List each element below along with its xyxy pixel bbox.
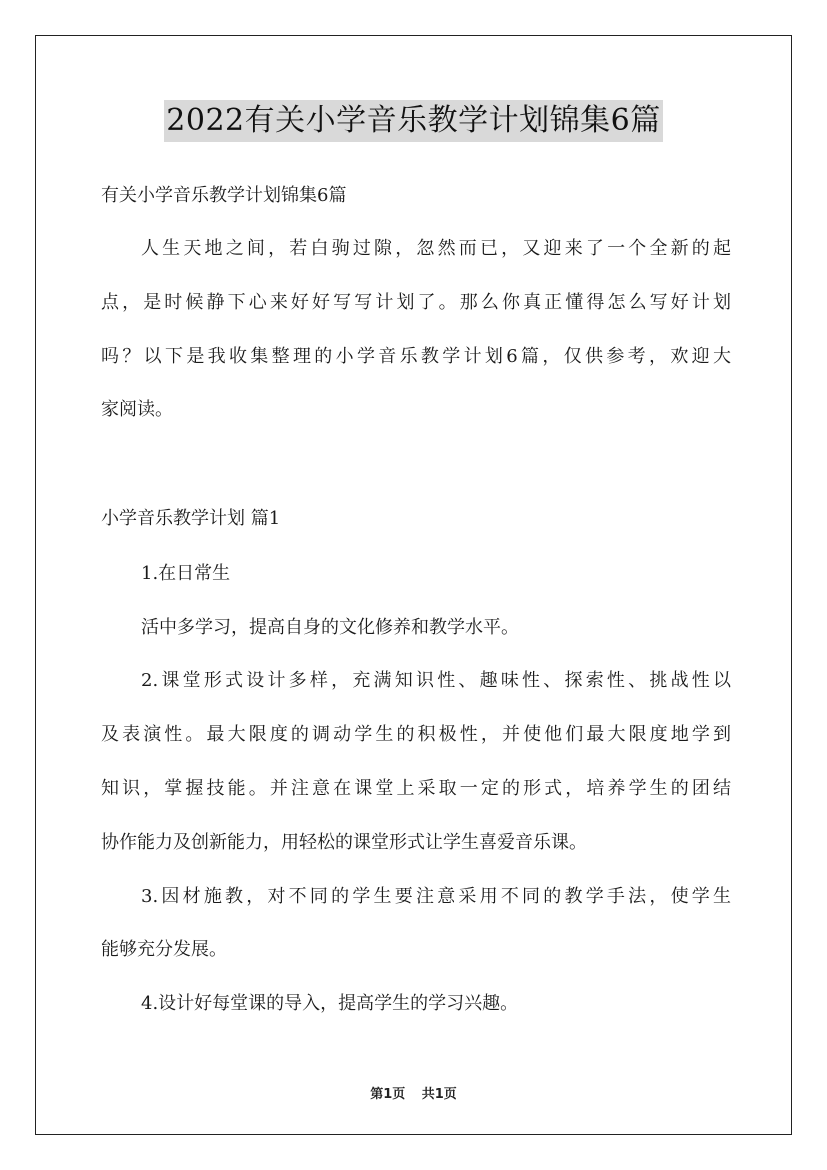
section-heading: 小学音乐教学计划 篇1 — [101, 508, 281, 529]
document-subtitle: 有关小学音乐教学计划锦集6篇 — [101, 185, 347, 206]
intro-line: 家阅读。 — [101, 399, 173, 420]
page-total: 共1页 — [421, 1087, 457, 1102]
intro-line: 人生天地之间，若白驹过隙，忽然而已，又迎来了一个全新的起 — [141, 238, 731, 259]
document-title: 2022有关小学音乐教学计划锦集6篇 — [164, 100, 662, 142]
intro-line: 吗？以下是我收集整理的小学音乐教学计划6篇，仅供参考，欢迎大 — [101, 346, 731, 367]
body-line: 及表演性。最大限度的调动学生的积极性，并使他们最大限度地学到 — [101, 724, 731, 745]
body-line: 能够充分发展。 — [101, 939, 227, 960]
body-line: 4.设计好每堂课的导入，提高学生的学习兴趣。 — [141, 993, 519, 1014]
body-line: 3.因材施教，对不同的学生要注意采用不同的教学手法，使学生 — [141, 886, 731, 907]
body-line: 1.在日常生 — [141, 563, 231, 584]
page-number: 第1页 — [370, 1087, 406, 1102]
body-line: 2.课堂形式设计多样，充满知识性、趣味性、探索性、挑战性以 — [141, 670, 731, 691]
body-line: 活中多学习，提高自身的文化修养和教学水平。 — [141, 617, 519, 638]
page-footer — [0, 1083, 827, 1102]
title-container — [0, 100, 827, 142]
body-line: 知识，掌握技能。并注意在课堂上采取一定的形式，培养学生的团结 — [101, 778, 731, 799]
intro-line: 点，是时候静下心来好好写写计划了。那么你真正懂得怎么写好计划 — [101, 292, 731, 313]
body-line: 协作能力及创新能力，用轻松的课堂形式让学生喜爱音乐课。 — [101, 832, 587, 853]
